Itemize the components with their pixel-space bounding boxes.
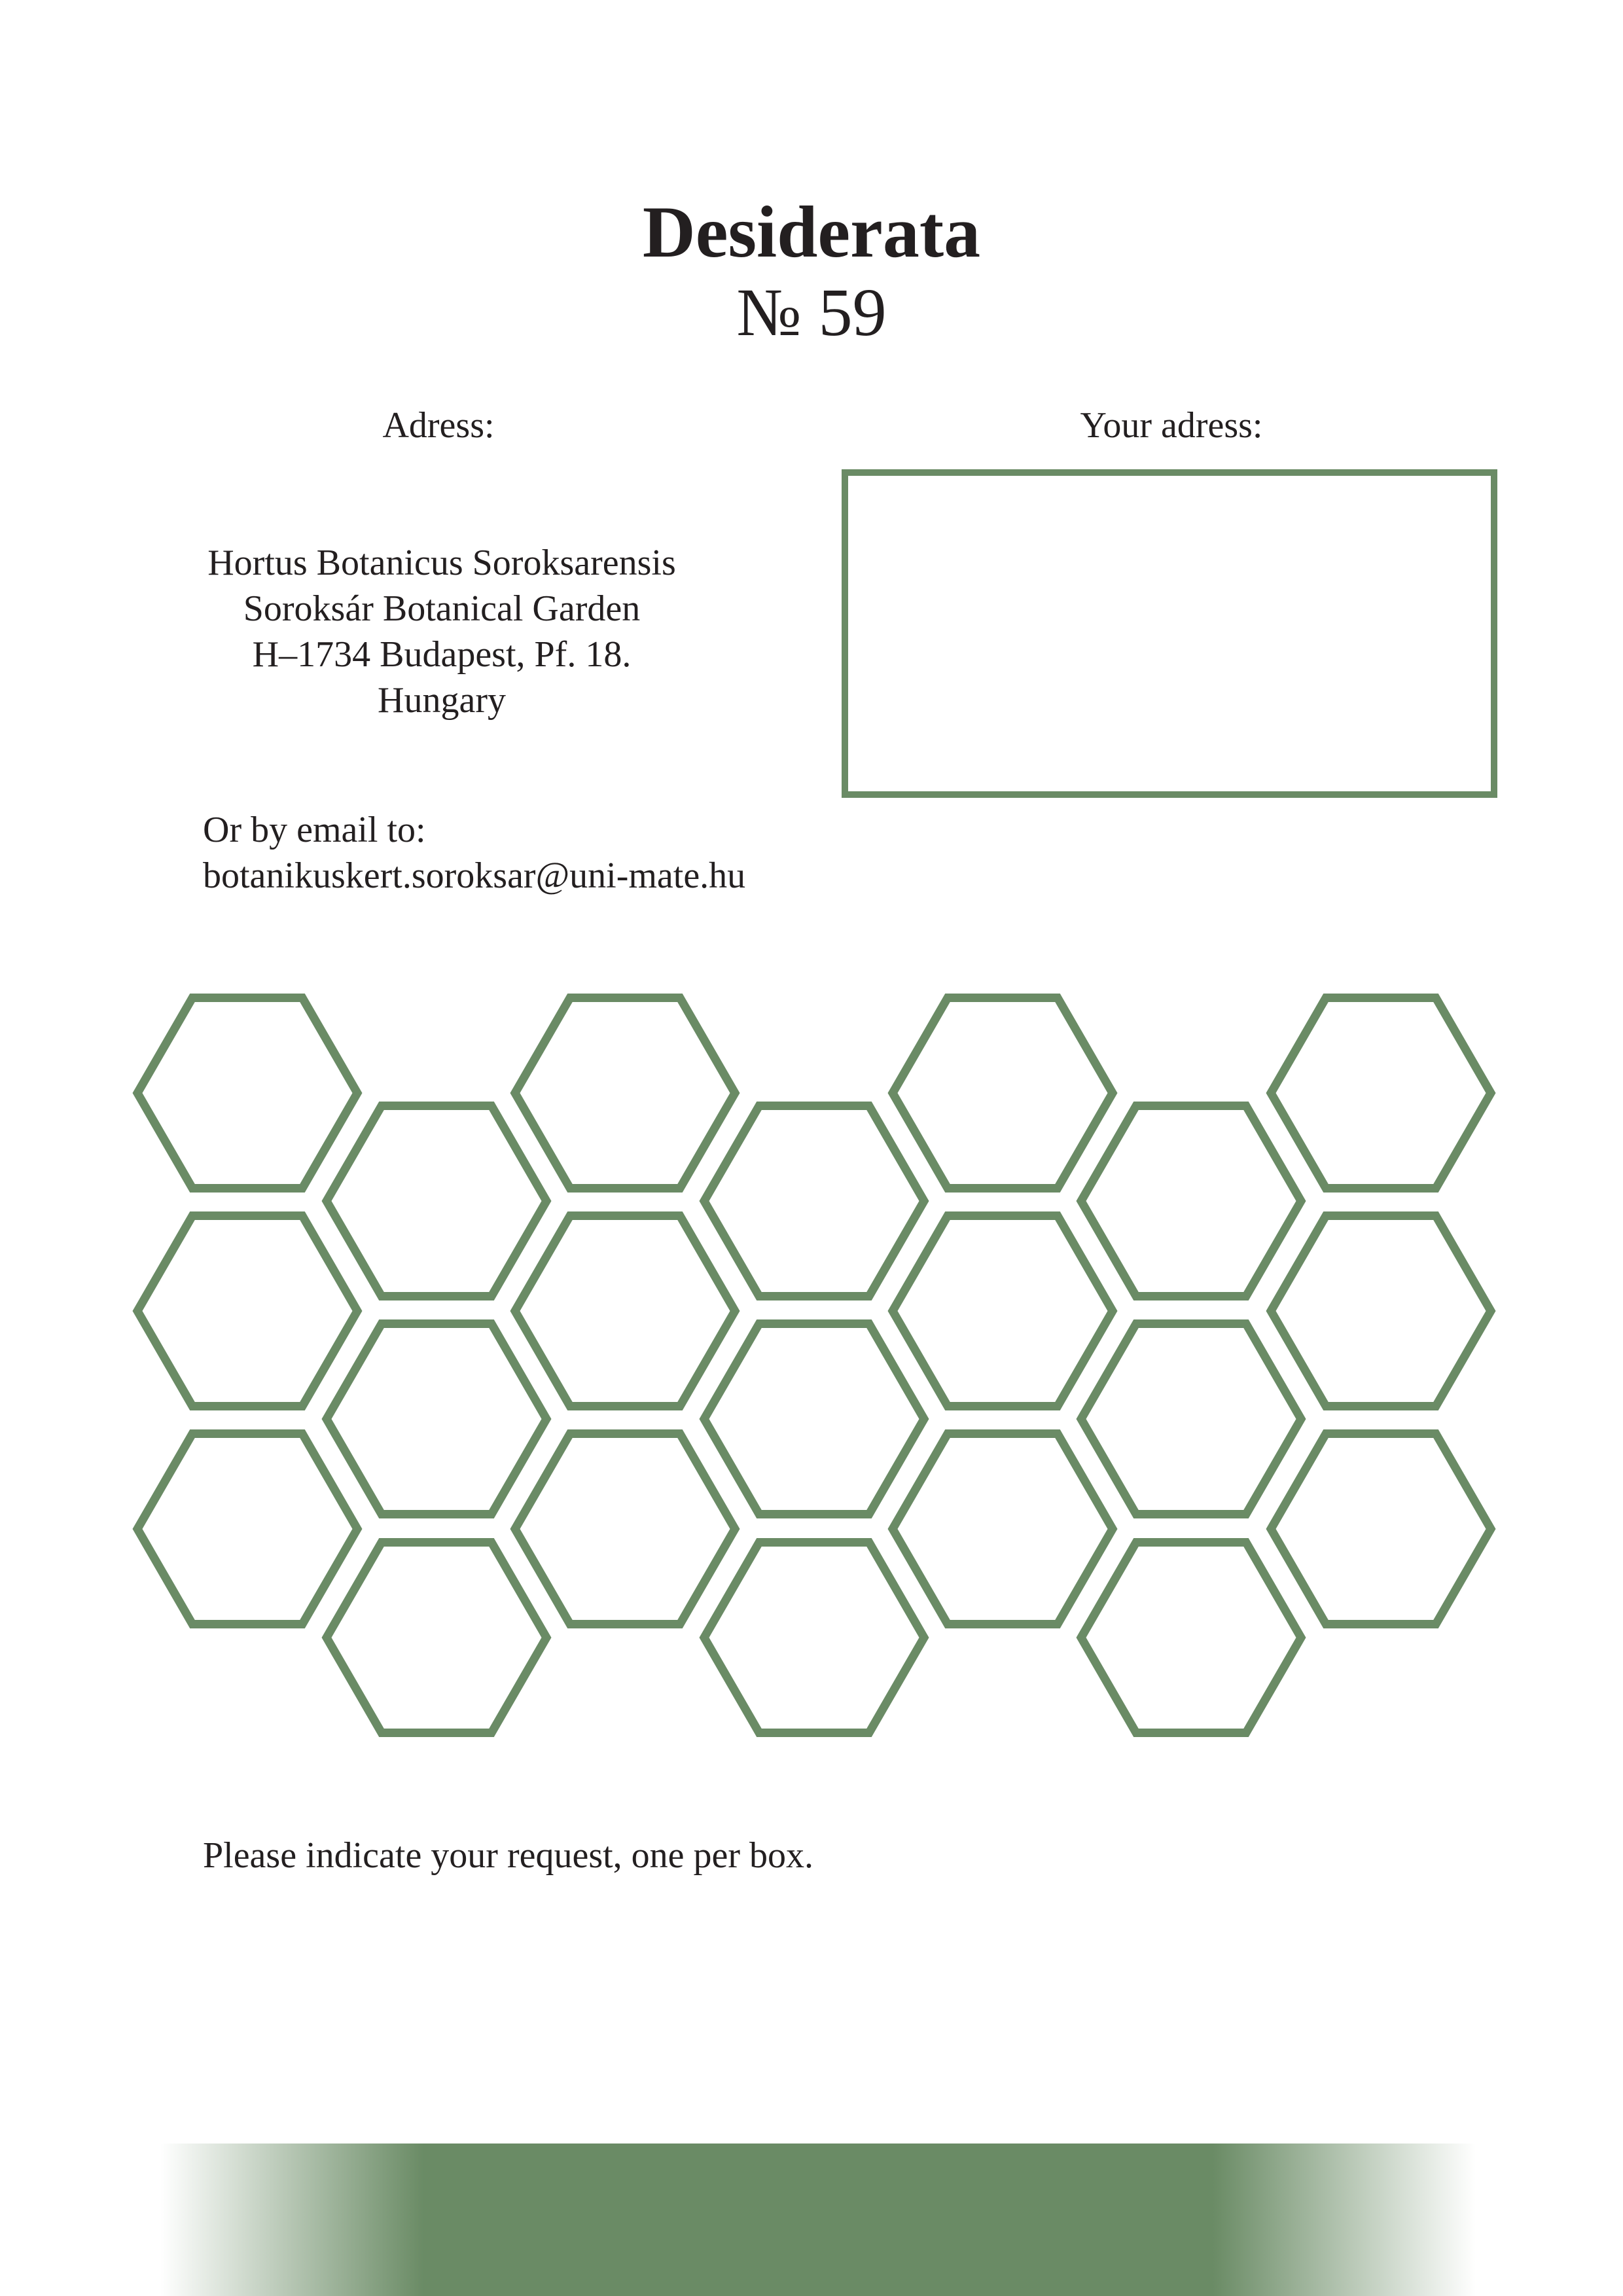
request-box[interactable]	[893, 1216, 1113, 1407]
request-box[interactable]	[515, 998, 735, 1189]
garden-address	[177, 540, 707, 723]
request-box[interactable]	[1271, 1216, 1491, 1407]
request-box[interactable]	[893, 1434, 1113, 1624]
form-title: Desiderata	[642, 192, 981, 273]
request-box[interactable]	[704, 1543, 924, 1733]
email-prompt: Or by email to:	[203, 810, 426, 850]
request-box[interactable]	[1081, 1324, 1301, 1515]
request-box[interactable]	[515, 1216, 735, 1407]
request-box[interactable]	[327, 1324, 546, 1515]
instruction-text: Please indicate your request, one per box.	[203, 1835, 814, 1876]
email-contact	[203, 807, 745, 899]
email-address[interactable]: botanikuskert.soroksar@uni-mate.hu	[203, 855, 746, 896]
address-label: Adress:	[382, 405, 495, 446]
address-line: Hungary	[378, 680, 506, 721]
your-address-label: Your adress:	[1080, 405, 1263, 446]
request-box[interactable]	[1081, 1543, 1301, 1733]
address-line: Hortus Botanicus Soroksarensis	[207, 543, 676, 583]
request-box[interactable]	[515, 1434, 735, 1624]
request-box[interactable]	[1081, 1106, 1301, 1297]
request-box[interactable]	[893, 998, 1113, 1189]
request-box[interactable]	[327, 1106, 546, 1297]
request-box[interactable]	[704, 1106, 924, 1297]
request-box[interactable]	[1271, 1434, 1491, 1624]
form-number: № 59	[736, 275, 887, 350]
request-box[interactable]	[704, 1324, 924, 1515]
request-box[interactable]	[1271, 998, 1491, 1189]
request-box[interactable]	[137, 998, 357, 1189]
request-box[interactable]	[327, 1543, 546, 1733]
address-line: H–1734 Budapest, Pf. 18.	[252, 634, 632, 675]
request-box[interactable]	[137, 1434, 357, 1624]
request-box[interactable]	[137, 1216, 357, 1407]
your-address-field[interactable]	[842, 469, 1497, 798]
footer-decorative-band	[160, 2144, 1476, 2296]
address-line: Soroksár Botanical Garden	[243, 588, 641, 629]
